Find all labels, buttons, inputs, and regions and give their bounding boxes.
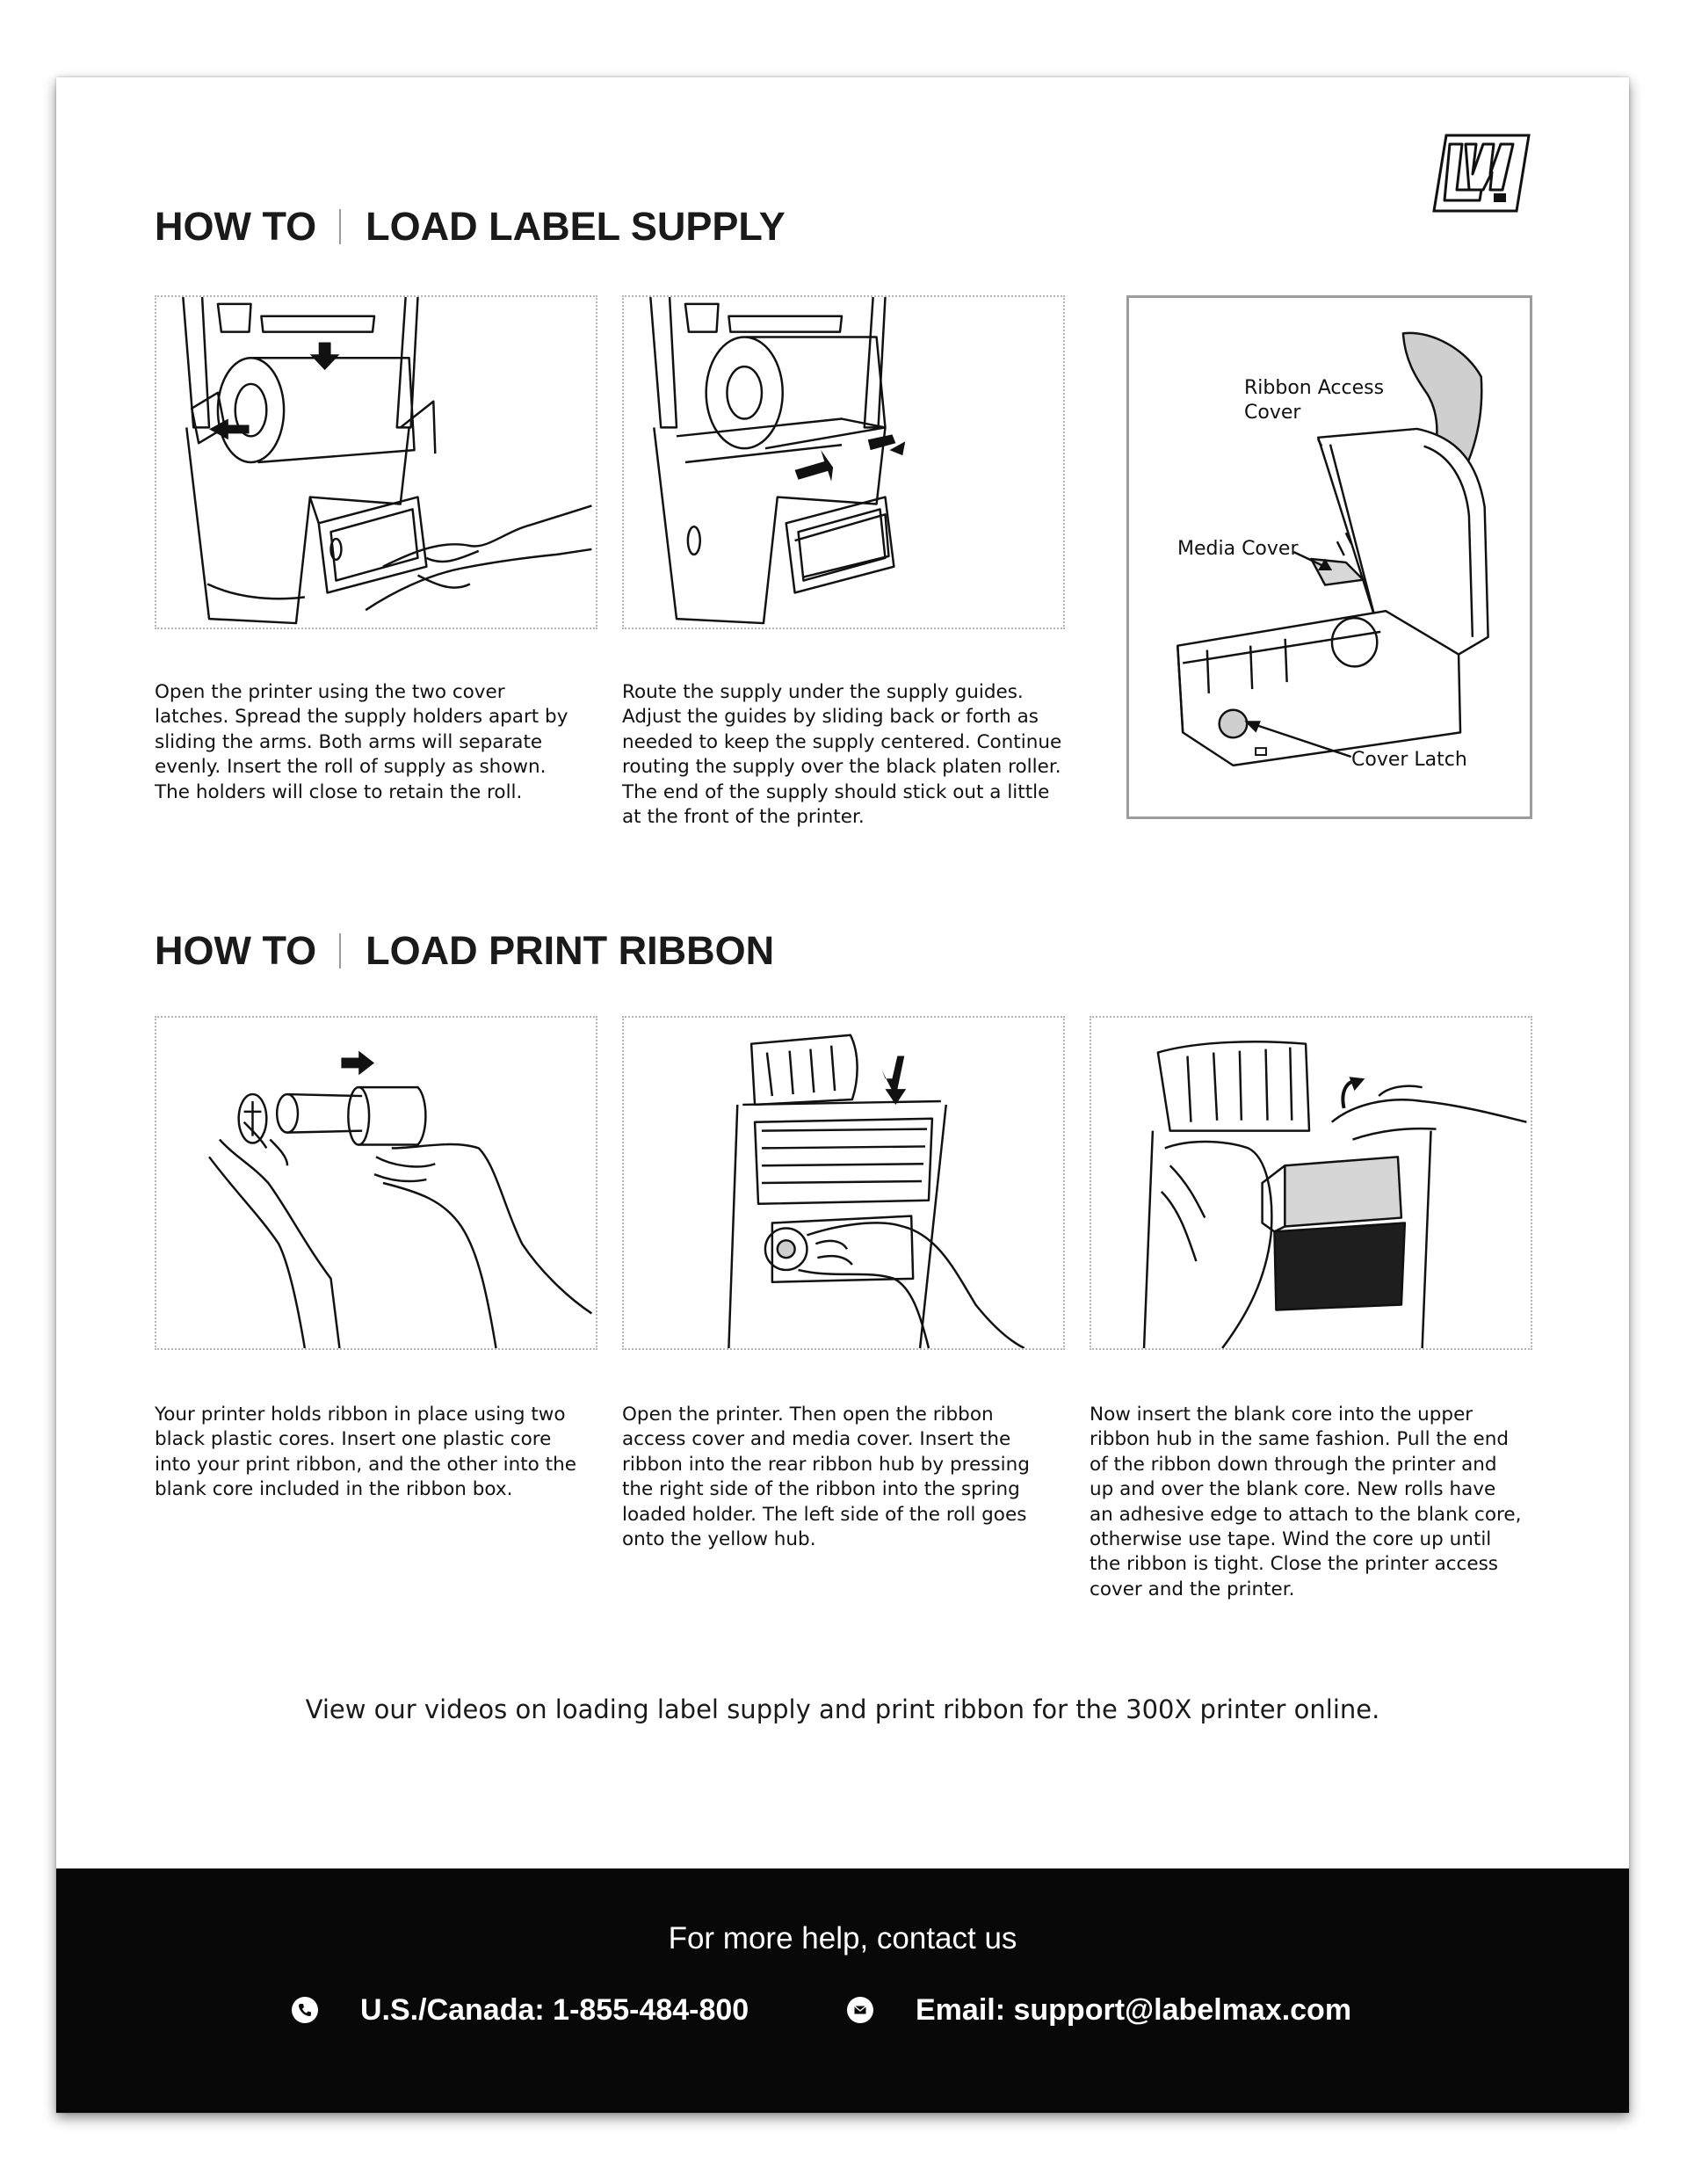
step-text-5: Now insert the blank core into the upper ribbon hub in the same fashion. Pull the end of the ribbon down through the printer and up and over the blank core. New rolls have an adhesive edge to attach to the blank core, otherwise use tape. Wind the core up until the ribbon is tight. Close the printer access cover and the printer. [1090,1404,1522,1600]
email-contact[interactable] [847,1990,1351,2030]
mail-icon [847,1997,873,2023]
illustration-wind-core [1090,1016,1532,1350]
video-note: View our videos on loading label supply and print ribbon for the 300X printer online. [305,1694,1380,1724]
step-text-1: Open the printer using the two cover latches. Spread the supply holders apart by sliding the arms. Both arms will separate evenly. Insert the roll of supply as shown. The holders will close to retain the roll. [155,681,568,803]
phone-text: U.S./Canada: 1-855-484-800 [360,1992,749,2027]
illustration-insert-roll [155,295,597,629]
phone-icon [292,1997,318,2023]
heading-divider [339,209,341,244]
brand-logo [1432,134,1531,213]
step-text-2: Route the supply under the supply guides. Adjust the guides by sliding back or forth as needed to keep the supply centered. Continue routing the supply over the black platen roller. The end of the supply should stick out a little at the front of the printer. [622,681,1062,829]
illustration-route-supply [622,295,1065,629]
heading-divider [339,933,341,969]
how-to-label: HOW TO [155,204,317,249]
phone-contact[interactable] [292,1990,749,2030]
callout-ribbon-access-cover: Ribbon Access Cover [1244,377,1385,424]
step-text-4: Open the printer. Then open the ribbon access cover and media cover. Insert the ribbon into the rear ribbon hub by pressing the right side of the ribbon into the spring loaded holder. The left side of the roll goes onto the yellow hub. [622,1404,1030,1551]
illustration-insert-core [155,1016,597,1350]
contact-footer [56,1868,1629,2113]
callout-cover-latch: Cover Latch [1351,749,1467,771]
section-heading-print-ribbon [155,925,774,977]
illustration-insert-ribbon [622,1016,1065,1350]
step-text-3: Your printer holds ribbon in place using two black plastic cores. Insert one plastic core into your print ribbon, and the other into the blank core included in the ribbon box. [155,1404,576,1501]
section-title: LOAD LABEL SUPPLY [366,204,786,249]
how-to-label: HOW TO [155,928,317,973]
section-heading-label-supply [155,200,786,253]
footer-title: For more help, contact us [668,1921,1017,1955]
instruction-sheet [56,77,1629,2113]
section-title: LOAD PRINT RIBBON [366,928,775,973]
email-text: Email: support@labelmax.com [916,1992,1352,2027]
callout-media-cover: Media Cover [1177,538,1299,560]
